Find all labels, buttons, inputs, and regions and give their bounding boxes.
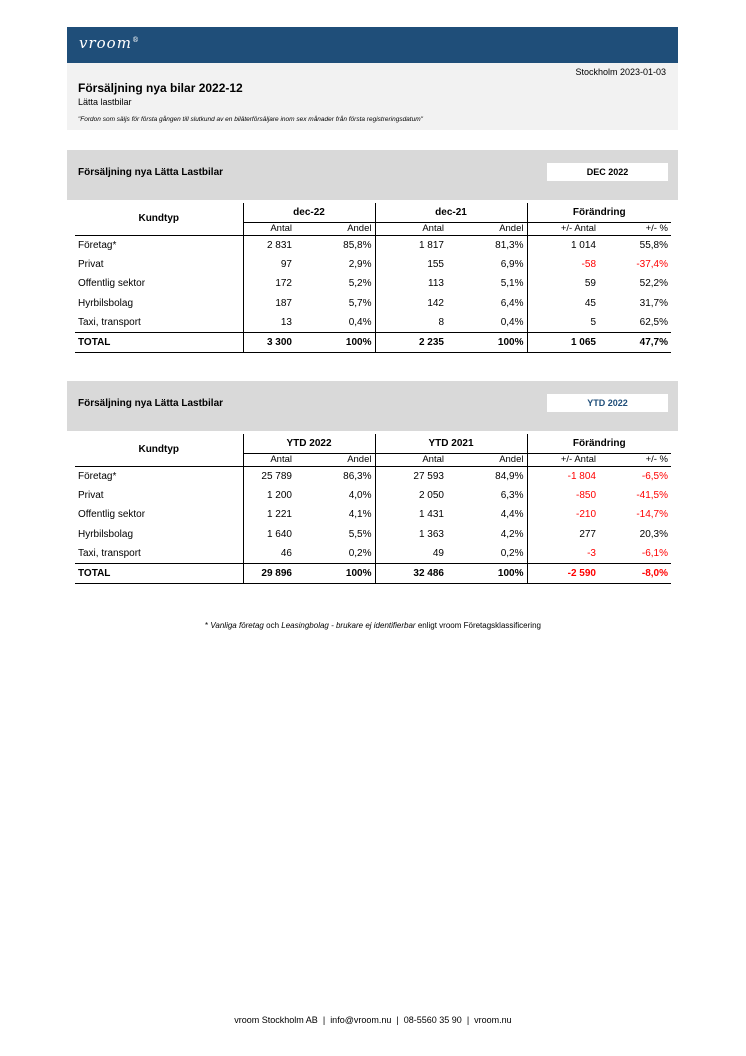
cell: 4,4%: [500, 509, 524, 521]
row-label: Privat: [78, 489, 104, 501]
footer-phone: 08-5560 35 90: [403, 1015, 462, 1025]
sub-diff-pct: +/- %: [599, 222, 671, 235]
row-label: Offentlig sektor: [78, 278, 146, 290]
cell: -41,5%: [636, 489, 668, 501]
cell: 155: [375, 255, 447, 275]
cell: 81,3%: [495, 239, 524, 251]
sub-diff-pct: +/- %: [599, 453, 671, 466]
cell: 142: [375, 294, 447, 314]
period-badge: YTD 2022: [547, 394, 668, 412]
cell: -14,7%: [636, 509, 668, 521]
footer-web-link[interactable]: vroom.nu: [474, 1015, 512, 1025]
footnote: [0, 621, 746, 630]
cell: 1 431: [375, 505, 447, 525]
total-row: [75, 564, 671, 584]
section-head-ytd: [67, 381, 678, 431]
cell: 6,9%: [500, 258, 524, 270]
section-head-dec: [67, 150, 678, 200]
sub-andel: Andel: [295, 453, 375, 466]
footnote-star: *: [205, 621, 209, 630]
cell: -8,0%: [599, 564, 671, 584]
cell: 6,3%: [500, 489, 524, 501]
cell: 5,1%: [500, 278, 524, 290]
cell: 172: [243, 274, 295, 294]
total-row: [75, 333, 671, 353]
cell: 277: [527, 525, 599, 545]
cell: -6,5%: [641, 470, 668, 482]
row-label: Taxi, transport: [78, 317, 141, 328]
cell: 2 831: [243, 235, 295, 255]
sub-antal: Antal: [243, 453, 295, 466]
footnote-text: enligt vroom Företagsklassificering: [417, 621, 541, 630]
cell: 0,2%: [348, 548, 372, 559]
cell: 100%: [295, 333, 375, 353]
cell: 0,4%: [348, 317, 372, 328]
cell: 5,7%: [348, 297, 372, 309]
row-label: Företag*: [78, 470, 117, 482]
report-date: Stockholm 2023-01-03: [575, 67, 666, 77]
report-header: [67, 63, 678, 130]
cell: 100%: [295, 564, 375, 584]
row-label: Hyrbilsbolag: [78, 528, 134, 540]
cell: 2 235: [375, 333, 447, 353]
col-group-current: dec-22: [243, 203, 375, 222]
cell: 100%: [447, 333, 527, 353]
cell: 45: [527, 294, 599, 314]
cell: 27 593: [375, 466, 447, 486]
report-title: Försäljning nya bilar 2022-12: [78, 81, 243, 95]
table-row: [75, 313, 671, 333]
report-subtitle: Lätta lastbilar: [78, 97, 132, 107]
col-kundtyp: Kundtyp: [75, 203, 243, 235]
sales-table-dec: [75, 203, 671, 353]
period-badge: DEC 2022: [547, 163, 668, 181]
table-row: [75, 525, 671, 545]
cell: 1 817: [375, 235, 447, 255]
footer-separator: |: [396, 1015, 399, 1025]
sub-andel: Andel: [447, 453, 527, 466]
total-label: TOTAL: [75, 564, 243, 584]
cell: 4,1%: [348, 509, 372, 521]
cell: 5,5%: [348, 528, 372, 540]
table-row: [75, 235, 671, 255]
vroom-logo: vroom®: [79, 34, 140, 52]
cell: 32 486: [375, 564, 447, 584]
total-label: TOTAL: [75, 333, 243, 353]
cell: 62,5%: [639, 317, 668, 328]
cell: -1 804: [527, 466, 599, 486]
sub-antal: Antal: [375, 222, 447, 235]
cell: 47,7%: [599, 333, 671, 353]
cell: 2 050: [375, 486, 447, 506]
sub-antal: Antal: [243, 222, 295, 235]
footer-email-link[interactable]: info@vroom.nu: [330, 1015, 392, 1025]
col-group-previous: YTD 2021: [375, 434, 527, 453]
footnote-text: och: [266, 621, 280, 630]
cell: 4,2%: [500, 528, 524, 540]
row-label: Hyrbilsbolag: [78, 297, 134, 309]
table-row: [75, 466, 671, 486]
cell: 13: [243, 313, 295, 333]
table-row: [75, 294, 671, 314]
section-title: Försäljning nya Lätta Lastbilar: [78, 167, 224, 178]
table-row: [75, 544, 671, 564]
cell: -2 590: [527, 564, 599, 584]
page-footer: [0, 1015, 746, 1025]
cell: 8: [375, 313, 447, 333]
cell: 0,4%: [500, 317, 524, 328]
cell: 1 065: [527, 333, 599, 353]
cell: 84,9%: [495, 470, 524, 482]
sub-diff-antal: +/- Antal: [527, 453, 599, 466]
col-kundtyp: Kundtyp: [75, 434, 243, 466]
footnote-text: Leasingbolag - brukare ej identifierbar: [281, 621, 416, 630]
sub-diff-antal: +/- Antal: [527, 222, 599, 235]
cell: 46: [243, 544, 295, 564]
cell: -6,1%: [641, 548, 668, 559]
cell: -37,4%: [636, 258, 668, 270]
row-label: Offentlig sektor: [78, 509, 146, 521]
footer-separator: |: [466, 1015, 470, 1025]
cell: 29 896: [243, 564, 295, 584]
col-group-previous: dec-21: [375, 203, 527, 222]
sales-table-ytd: [75, 434, 671, 584]
cell: 187: [243, 294, 295, 314]
header-banner: [67, 27, 678, 63]
cell: 100%: [447, 564, 527, 584]
cell: -3: [527, 544, 599, 564]
cell: 4,0%: [348, 489, 372, 501]
row-label: Företag*: [78, 239, 117, 251]
cell: 1 200: [243, 486, 295, 506]
cell: 3 300: [243, 333, 295, 353]
cell: 5: [527, 313, 599, 333]
cell: -850: [527, 486, 599, 506]
cell: 2,9%: [348, 258, 372, 270]
cell: -210: [527, 505, 599, 525]
row-label: Taxi, transport: [78, 548, 141, 559]
table-row: [75, 255, 671, 275]
sub-andel: Andel: [447, 222, 527, 235]
cell: 85,8%: [343, 239, 372, 251]
cell: 52,2%: [639, 278, 668, 290]
cell: 5,2%: [348, 278, 372, 290]
cell: 55,8%: [639, 239, 668, 251]
cell: 97: [243, 255, 295, 275]
cell: 59: [527, 274, 599, 294]
cell: -58: [527, 255, 599, 275]
cell: 20,3%: [639, 528, 668, 540]
table-row: [75, 486, 671, 506]
cell: 6,4%: [500, 297, 524, 309]
definition-note: "Fordon som säljs för första gången till slutkund av en biläterförsäljare inom sex månader från första registreringsdatum": [78, 116, 423, 123]
section-title: Försäljning nya Lätta Lastbilar: [78, 398, 224, 409]
cell: 1 640: [243, 525, 295, 545]
footer-separator: |: [322, 1015, 326, 1025]
sub-antal: Antal: [375, 453, 447, 466]
footnote-text: Vanliga företag: [210, 621, 264, 630]
cell: 0,2%: [500, 548, 524, 559]
cell: 86,3%: [343, 470, 372, 482]
cell: 49: [375, 544, 447, 564]
footer-company: vroom Stockholm AB: [234, 1015, 318, 1025]
col-group-change: Förändring: [527, 434, 671, 453]
cell: 1 014: [527, 235, 599, 255]
col-group-current: YTD 2022: [243, 434, 375, 453]
sub-andel: Andel: [295, 222, 375, 235]
cell: 113: [375, 274, 447, 294]
table-row: [75, 274, 671, 294]
cell: 31,7%: [639, 297, 668, 309]
cell: 1 363: [375, 525, 447, 545]
table-row: [75, 505, 671, 525]
cell: 25 789: [243, 466, 295, 486]
col-group-change: Förändring: [527, 203, 671, 222]
cell: 1 221: [243, 505, 295, 525]
row-label: Privat: [78, 258, 104, 270]
